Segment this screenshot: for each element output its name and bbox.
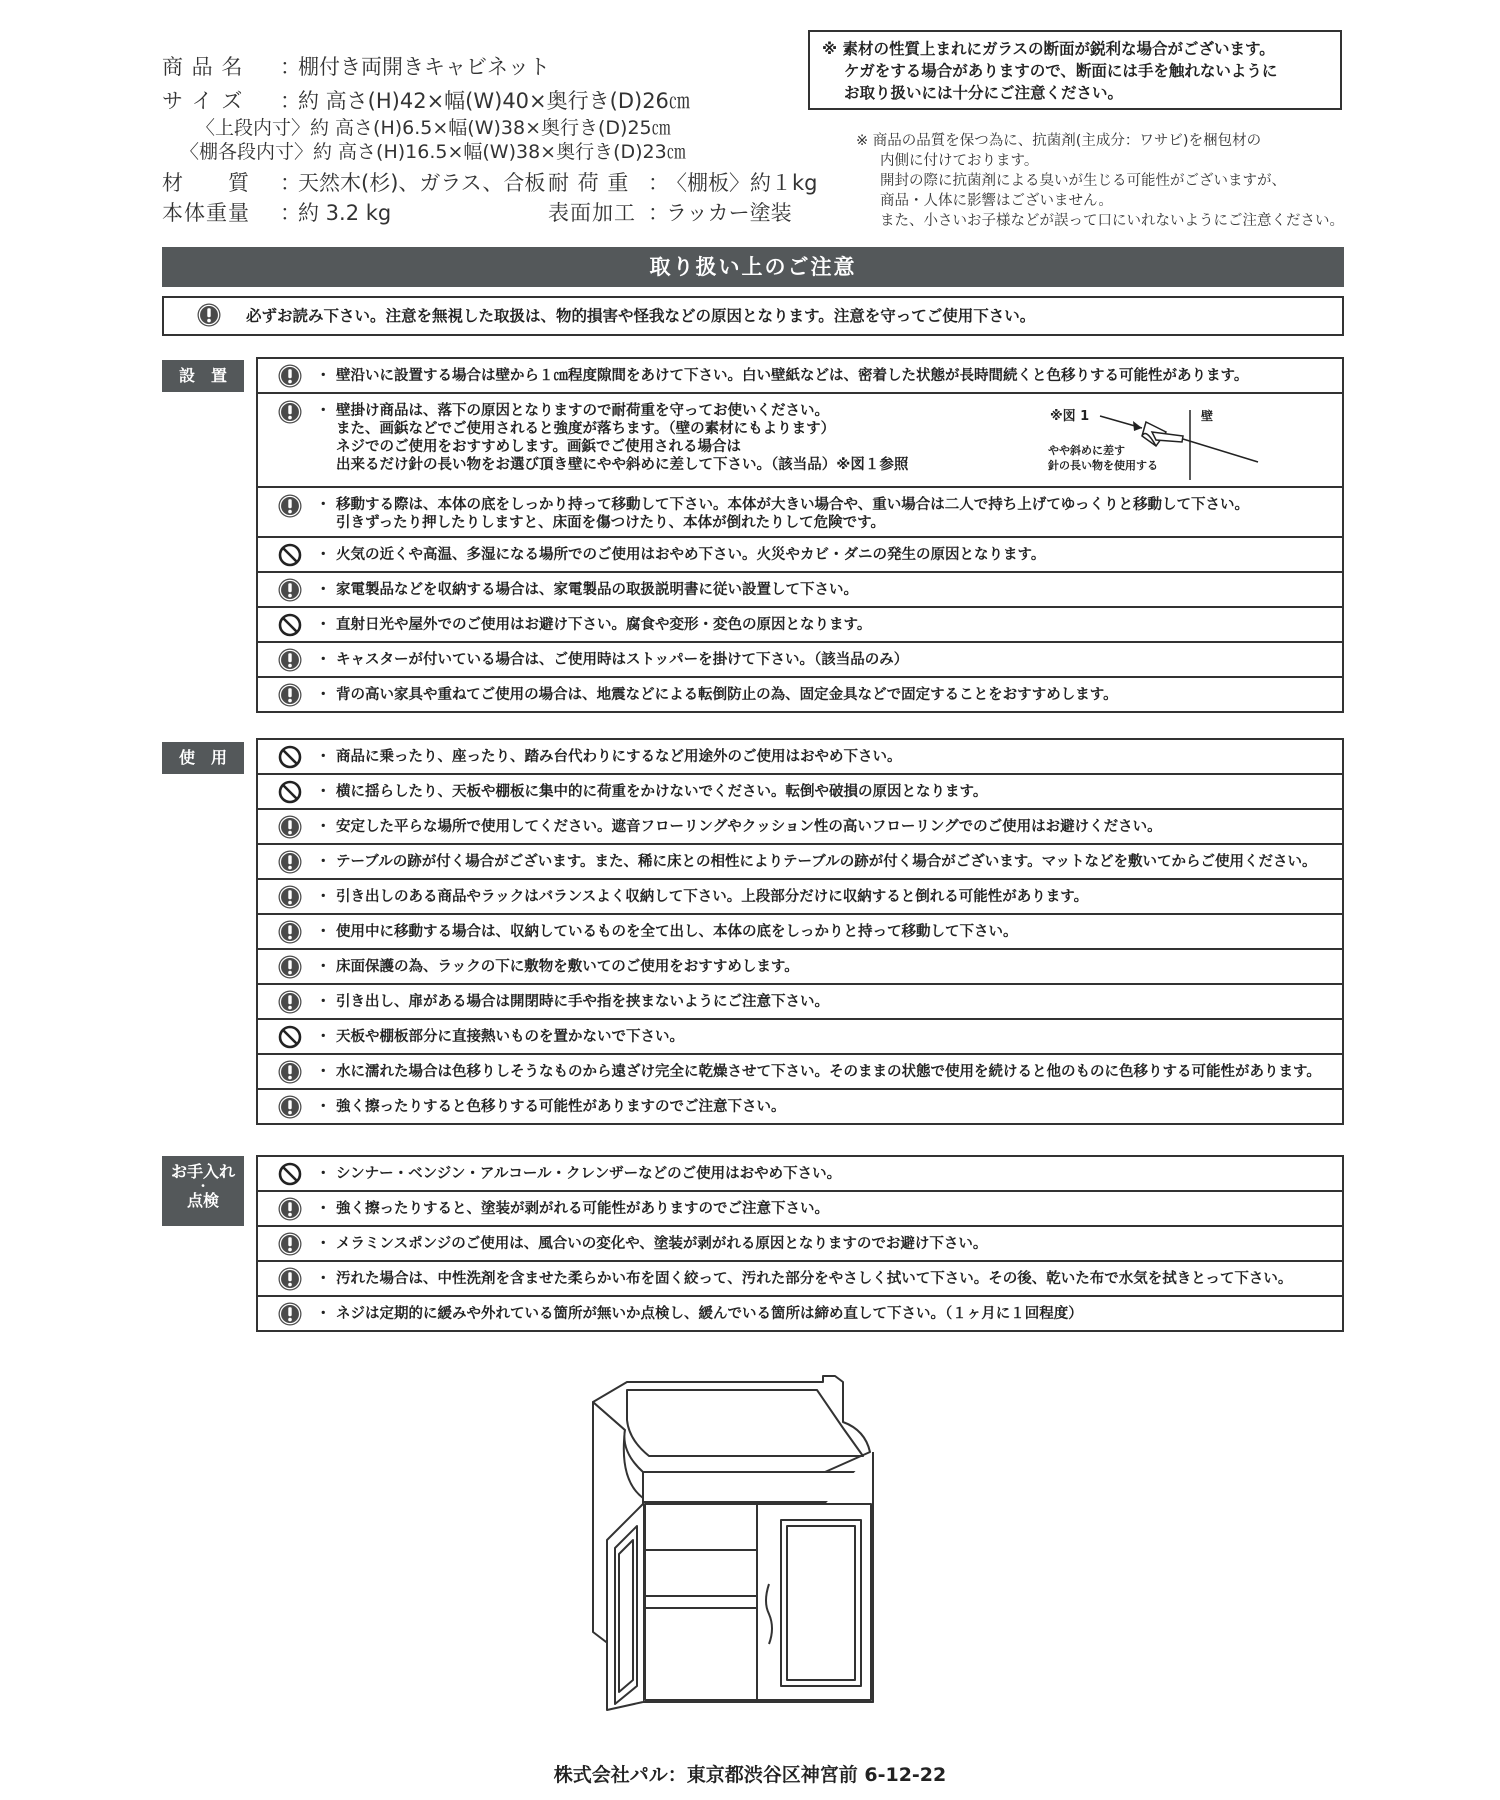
glass-warning-line: お取り扱いには十分にご注意ください。 [844,84,1124,102]
list-item [256,357,1344,394]
list-item [256,1155,1344,1192]
list-item [256,1295,1344,1332]
prohibited-icon [278,745,302,769]
antibacterial-line: 内側に付けております。 [880,153,1039,169]
list-item-text: 天板や棚板部分に直接熱いものを置かないで下さい。 [336,1028,684,1045]
list-item-text: 引き出し、扉がある場合は開閉時に手や指を挟まないようにご注意下さい。 [336,993,829,1010]
bullet: ・ [316,993,331,1010]
list-item [256,1260,1344,1297]
antibacterial-note [856,131,1346,231]
spec-finish-key: 表面加工 [548,201,636,225]
bullet: ・ [316,651,331,668]
list-item-text: ネジは定期的に緩みや外れている箇所が無いか点検し、緩んでいる箇所は締め直して下さい。（１ヶ月に１回程度） [336,1305,1083,1322]
list-item [256,1190,1344,1227]
list-item [256,536,1344,573]
figure-caption: 針の長い物を使用する [1048,459,1158,472]
figure-label: ※図 1 [1050,409,1090,424]
list-item-text: 移動する際は、本体の底をしっかり持って移動して下さい。本体が大きい場合や、重い場合は二人で持ち上げてゆっくりと移動して下さい。 [336,497,1250,513]
bullet: ・ [316,616,331,633]
list-item-text: 直射日光や屋外でのご使用はお避け下さい。腐食や変形・変色の原因となります。 [336,616,872,633]
spec-size-row [162,86,802,116]
prohibited-icon [278,780,302,804]
bullet: ・ [316,1165,331,1182]
figure-1-pushpin [1038,402,1338,482]
bullet: ・ [316,1305,331,1322]
list-item-text: 横に揺らしたり、天板や棚板に集中的に荷重をかけないでください。転倒や破損の原因となります。 [336,783,988,800]
section-tag-care-line: お手入れ [170,1162,235,1181]
spec-colon: ： [648,171,669,195]
list-item-text: ネジでのご使用をおすすめします。画鋲でご使用される場合は [336,439,741,455]
list-item [256,913,1344,950]
list-item-text: 背の高い家具や重ねてご使用の場合は、地震などによる転倒防止の為、固定金具などで固定することをおすすめします。 [336,686,1118,703]
exclamation-icon [278,494,302,518]
exclamation-icon [278,578,302,602]
list-item-text: シンナー・ベンジン・アルコール・クレンザーなどのご使用はおやめ下さい。 [336,1165,842,1182]
list-item-text: 家電製品などを収納する場合は、家電製品の取扱説明書に従い設置して下さい。 [336,581,858,598]
bullet: ・ [316,888,331,905]
spec-name-row [162,52,802,82]
list-item [256,486,1344,538]
list-item-text: メラミンスポンジのご使用は、風合いの変化や、塗装が剥がれる原因となりますのでお避け下さい。 [336,1235,988,1252]
spec-weight-row [162,198,802,228]
spec-name-value: 棚付き両開きキャビネット [298,55,550,79]
prohibited-icon [278,613,302,637]
bullet: ・ [316,923,331,940]
spec-colon: ： [280,55,301,79]
list-item-text: 引き出しのある商品やラックはバランスよく収納して下さい。上段部分だけに収納すると倒れる可能性があります。 [336,888,1089,905]
spec-shelf-row [162,140,802,164]
section-tag-install: 設 置 [162,360,244,392]
list-item-text: 壁掛け商品は、落下の原因となりますので耐荷重を守ってお使いください。 [336,403,829,419]
bullet: ・ [316,497,331,513]
list-item-text: 汚れた場合は、中性洗剤を含ませた柔らかい布を固く絞って、汚れた部分をやさしく拭いて下さい。その後、乾いた布で水気を拭きとって下さい。 [336,1270,1293,1287]
bullet: ・ [316,1028,331,1045]
spec-material-value: 天然木(杉)、ガラス、合板 [298,171,546,195]
product-spec [162,52,818,228]
exclamation-icon [278,815,302,839]
list-item [256,606,1344,643]
exclamation-icon [278,850,302,874]
exclamation-icon [278,683,302,707]
list-item [256,808,1344,845]
list-item [256,843,1344,880]
bullet: ・ [316,818,331,835]
exclamation-icon [278,364,302,388]
bullet: ・ [316,367,331,384]
bullet: ・ [316,1270,331,1287]
antibacterial-line: 開封の際に抗菌剤による臭いが生じる可能性がございますが、 [880,173,1286,189]
prohibited-icon [278,543,302,567]
section-tag-use: 使 用 [162,742,244,774]
section-tag-care-dot: ・ [196,1179,209,1193]
figure-wall-label: 壁 [1201,409,1214,423]
page-title: 取り扱い上のご注意 [162,247,1344,287]
bullet: ・ [316,546,331,563]
spec-material-row [162,168,818,198]
exclamation-icon [278,1095,302,1119]
exclamation-icon [197,303,221,327]
spec-load [548,168,818,198]
bullet: ・ [316,853,331,870]
spec-colon: ： [648,201,669,225]
must-read-notice [162,296,1344,336]
list-item-text: 床面保護の為、ラックの下に敷物を敷いてのご使用をおすすめします。 [336,958,799,975]
cabinet-illustration [585,1370,925,1740]
use-rows [256,738,1344,1125]
list-item [256,1018,1344,1055]
list-item [256,641,1344,678]
bullet: ・ [316,1063,331,1080]
care-rows [256,1155,1344,1332]
exclamation-icon [278,955,302,979]
list-item [256,1053,1344,1090]
bullet: ・ [316,783,331,800]
spec-name-key: 商 品 名 [162,55,244,79]
spec-size-value: 約 高さ(H)42×幅(W)40×奥行き(D)26㎝ [298,89,690,113]
glass-warning-line: ケガをする場合がありますので、断面には手を触れないように [844,62,1278,80]
list-item-text: また、画鋲などでご使用されると強度が落ちます。（壁の素材にもよります） [336,421,836,437]
list-item-text: 強く擦ったりすると、塗装が剥がれる可能性がありますのでご注意下さい。 [336,1200,829,1217]
exclamation-icon [278,1232,302,1256]
list-item-text: 強く擦ったりすると色移りする可能性がありますのでご注意下さい。 [336,1098,786,1115]
spec-colon: ： [280,89,301,113]
exclamation-icon [278,990,302,1014]
spec-upper-row [162,116,802,140]
list-item-text: 壁沿いに設置する場合は壁から１㎝程度隙間をあけて下さい。白い壁紙などは、密着した状態が長時間続くと色移りする可能性があります。 [336,367,1249,384]
list-item [256,948,1344,985]
list-item [256,571,1344,608]
list-item-text: 火気の近くや高温、多湿になる場所でのご使用はおやめ下さい。火災やカビ・ダニの発生の原因となります。 [336,546,1046,563]
spec-size-key: サ イ ズ [162,89,244,113]
install-rows [256,357,1344,713]
bullet: ・ [316,1200,331,1217]
glass-warning-line: ※ 素材の性質上まれにガラスの断面が鋭利な場合がございます。 [822,40,1275,58]
exclamation-icon [278,1197,302,1221]
list-item-text: キャスターが付いている場合は、ご使用時はストッパーを掛けて下さい。（該当品のみ） [336,651,909,668]
spec-finish [548,198,792,228]
exclamation-icon [278,1267,302,1291]
glass-warning-box [808,30,1342,110]
list-item-text: 使用中に移動する場合は、収納しているものを全て出し、本体の底をしっかりと持って移動して下さい。 [336,923,1018,940]
must-read-text: 必ずお読み下さい。注意を無視した取扱は、物的損害や怪我などの原因となります。注意を守ってご使用下さい。 [246,307,1036,325]
spec-finish-value: ラッカー塗装 [666,201,792,225]
exclamation-icon [278,1302,302,1326]
list-item [256,738,1344,775]
antibacterial-line: 商品・人体に影響はございません。 [880,193,1113,209]
list-item [256,392,1344,488]
list-item-text: 水に濡れた場合は色移りしそうなものから遠ざけ完全に乾燥させて下さい。そのままの状態で使用を続けると他のものに色移りする可能性があります。 [336,1063,1321,1080]
antibacterial-line: ※ 商品の品質を保つ為に、抗菌剤(主成分：ワサビ)を梱包材の [856,133,1262,149]
pushpin-illustration [1038,402,1338,482]
exclamation-icon [278,648,302,672]
spec-shelf-value: 〈棚各段内寸〉約 高さ(H)16.5×幅(W)38×奥行き(D)23㎝ [180,141,686,163]
spec-load-key: 耐 荷 重 [548,171,630,195]
list-item [256,1088,1344,1125]
bullet: ・ [316,1098,331,1115]
bullet: ・ [316,958,331,975]
list-item [256,878,1344,915]
exclamation-icon [278,1060,302,1084]
list-item-text: 安定した平らな場所で使用してください。遮音フローリングやクッション性の高いフローリングでのご使用はお避けください。 [336,818,1162,835]
bullet: ・ [316,686,331,703]
spec-weight-value: 約 3.2 kg [298,201,392,225]
bullet: ・ [316,748,331,765]
list-item-text: 引きずったり押したりしますと、床面を傷つけたり、本体が倒れたりして危険です。 [336,515,885,531]
spec-weight-key: 本体重量 [162,201,250,225]
list-item [256,676,1344,713]
bullet: ・ [316,1235,331,1252]
antibacterial-line: また、小さいお子様などが誤って口にいれないようにご注意ください。 [880,213,1344,229]
prohibited-icon [278,1025,302,1049]
figure-caption: やや斜めに差す [1048,444,1125,457]
section-tag-care-line: 点検 [186,1191,219,1210]
list-item-text: 出来るだけ針の長い物をお選び頂き壁にやや斜めに差して下さい。（該当品）※図１参照 [336,457,909,473]
bullet: ・ [316,581,331,598]
list-item [256,1225,1344,1262]
list-item-text: 商品に乗ったり、座ったり、踏み台代わりにするなど用途外のご使用はおやめ下さい。 [336,748,902,765]
list-item [256,773,1344,810]
exclamation-icon [278,920,302,944]
company-address: 株式会社パル：東京都渋谷区神宮前 6-12-22 [553,1764,947,1786]
section-tag-care [162,1156,244,1226]
prohibited-icon [278,1162,302,1186]
spec-upper-value: 〈上段内寸〉約 高さ(H)6.5×幅(W)38×奥行き(D)25㎝ [196,117,671,139]
list-item [256,983,1344,1020]
exclamation-icon [278,400,302,424]
spec-material-key: 材 質 [162,171,250,195]
spec-colon: ： [280,201,301,225]
spec-load-value: 〈棚板〉約１kg [666,171,818,195]
list-item-text: テーブルの跡が付く場合がございます。また、稀に床との相性によりテーブルの跡が付く場合がございます。マットなどを敷いてからご使用ください。 [336,853,1317,870]
spec-colon: ： [280,171,301,195]
exclamation-icon [278,885,302,909]
bullet: ・ [316,403,331,419]
